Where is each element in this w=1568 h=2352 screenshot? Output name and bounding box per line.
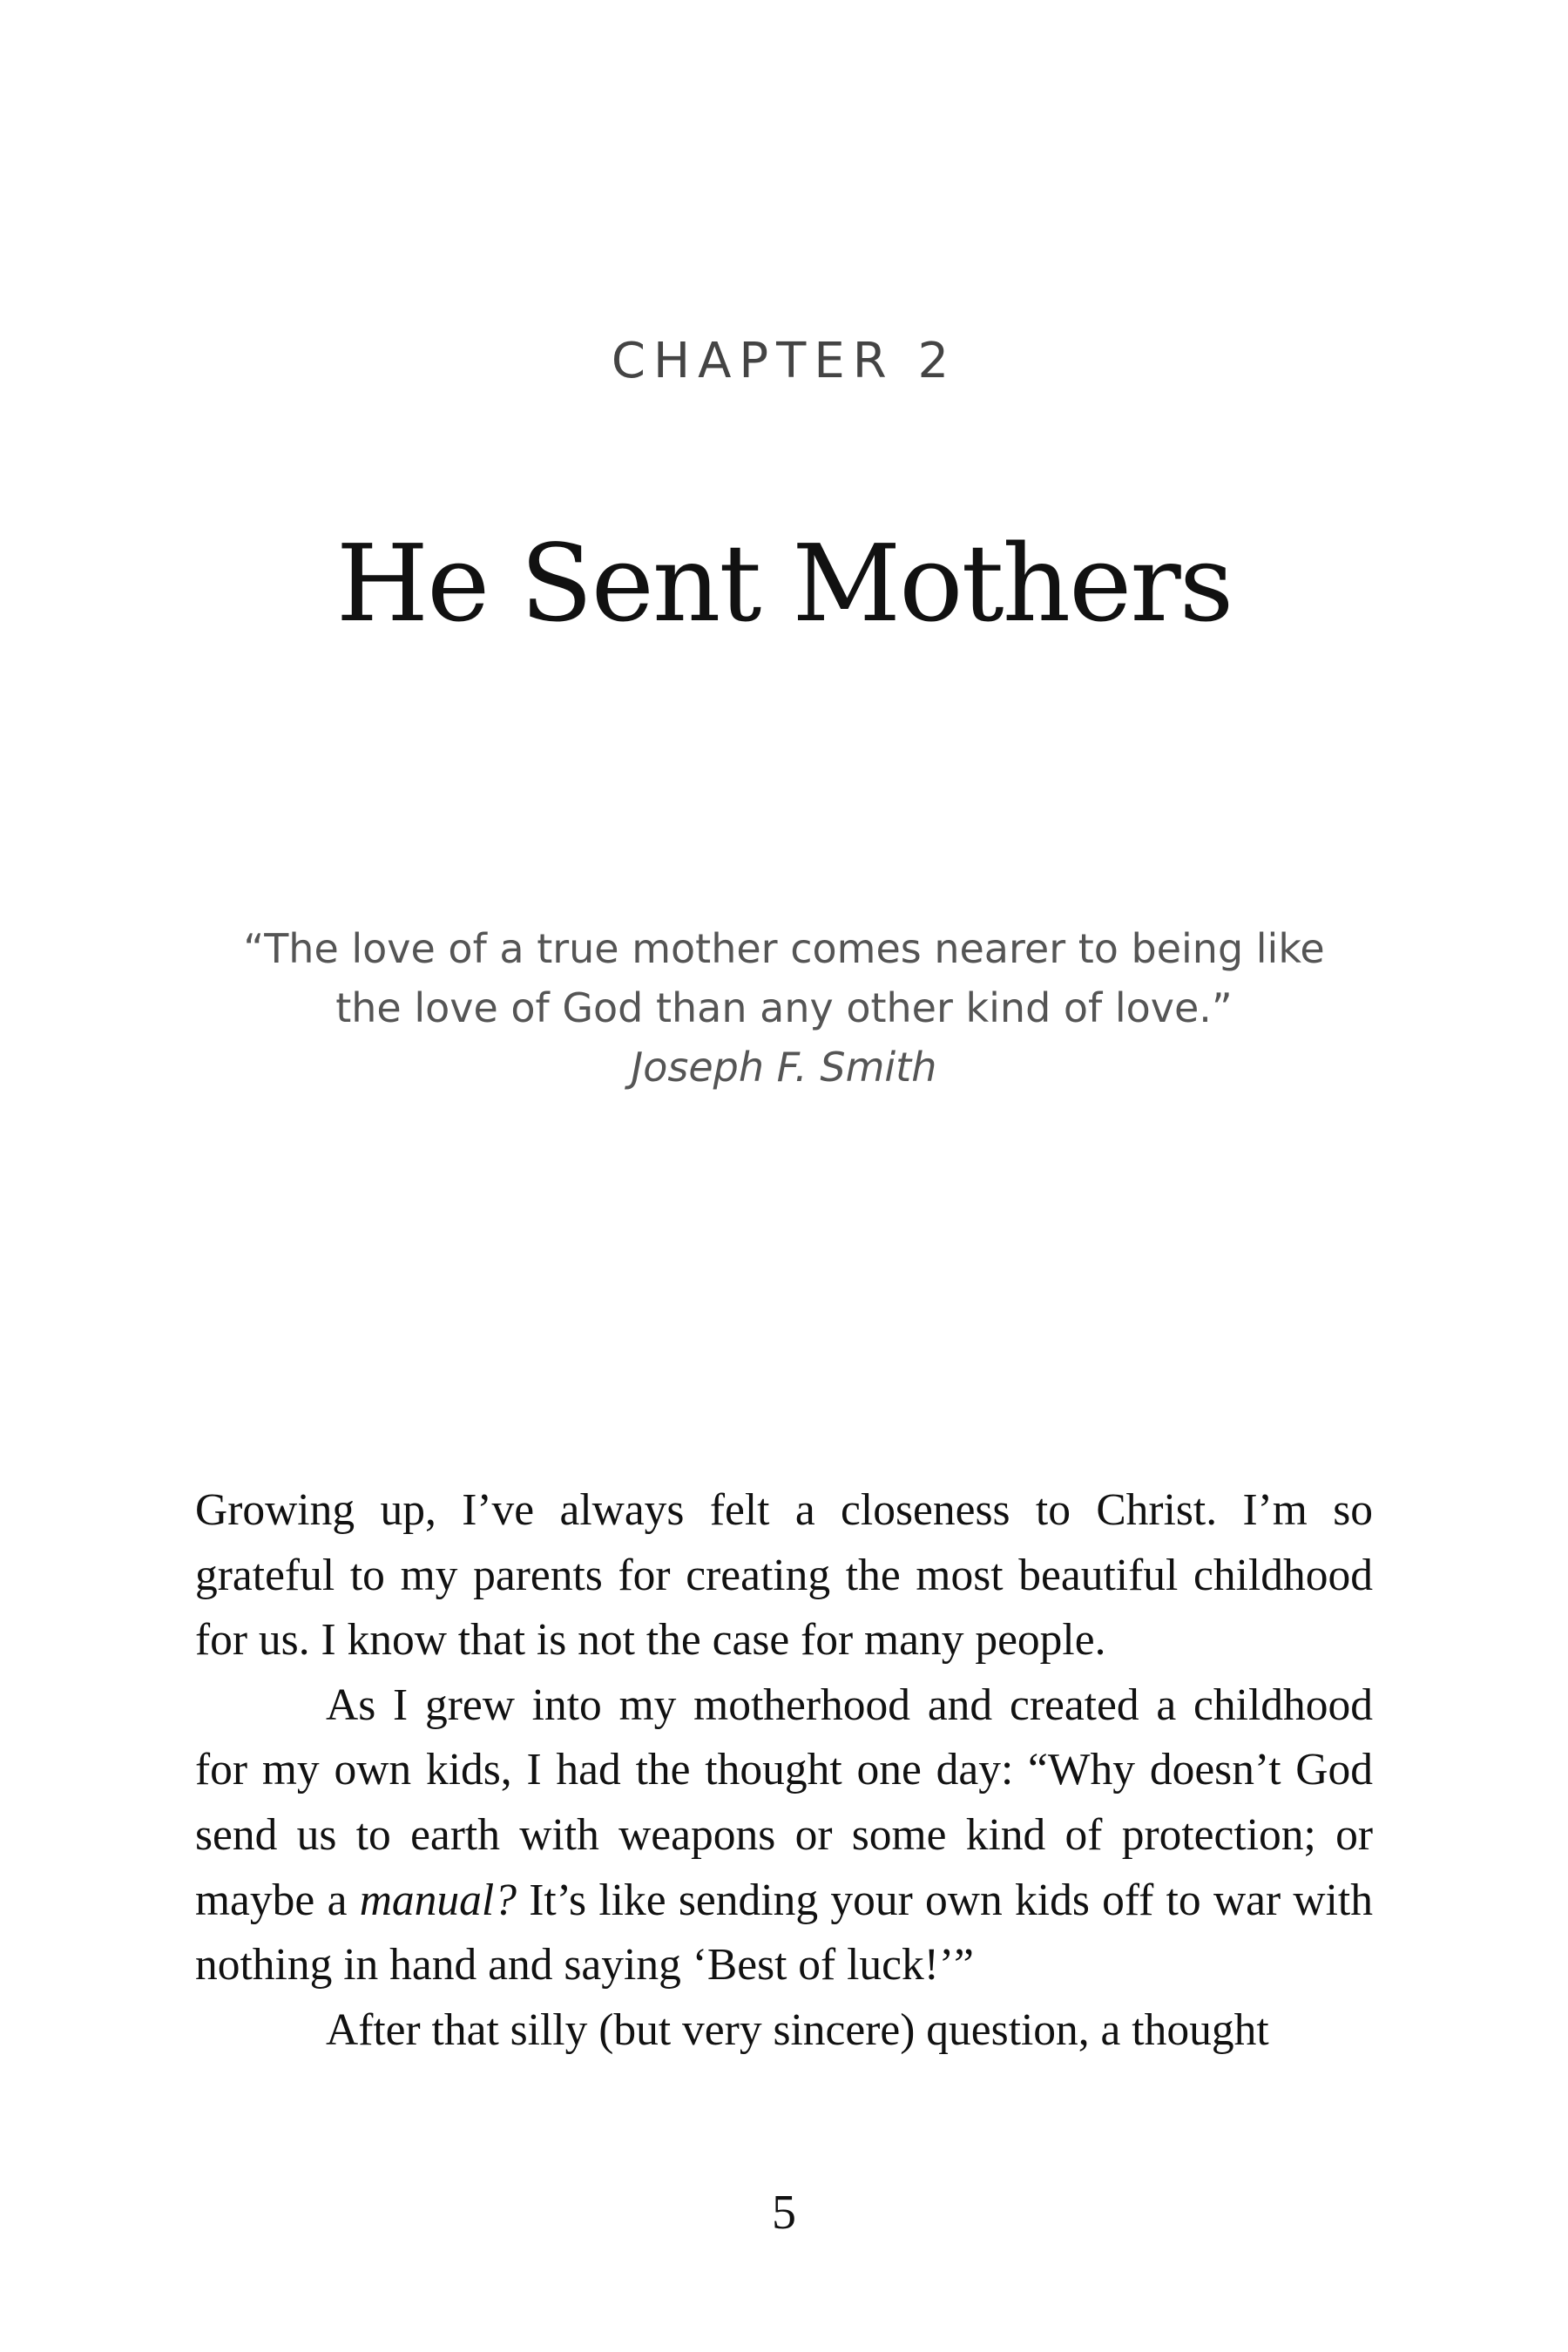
body-paragraph-2-emphasis: manual? <box>359 1875 517 1925</box>
epigraph-attribution: Joseph F. Smith <box>631 1044 937 1091</box>
chapter-title: He Sent Mothers <box>335 522 1233 645</box>
chapter-label: CHAPTER 2 <box>611 333 957 389</box>
body-paragraph-2 <box>195 1673 1373 1998</box>
epigraph-quote-line-1: “The love of a true mother comes nearer to being like <box>243 925 1325 972</box>
epigraph-quote-line-2: the love of God than any other kind of love.” <box>335 984 1233 1031</box>
body-paragraph-2-part-2: It’s like sending your own kids off to war with nothing in hand and saying ‘Best of luck!’” <box>195 1875 1373 1990</box>
page-number: 5 <box>772 2186 796 2240</box>
body-paragraph-2-part-1: As I grew into my motherhood and created a childhood for my own kids, I had the thought one day: “Why doesn’t God send us to earth with weapons or some kind of protection; or maybe a <box>195 1680 1373 1925</box>
body-paragraph-3: After that silly (but very sincere) question, a thought <box>326 2004 1269 2055</box>
body-paragraph-1: Growing up, I’ve always felt a closeness to Christ. I’m so grateful to my parents for creating the most beautiful childhood for us. I know that is not the case for many people. <box>195 1485 1373 1666</box>
body-text <box>195 1478 1373 2063</box>
epigraph <box>174 919 1394 1097</box>
